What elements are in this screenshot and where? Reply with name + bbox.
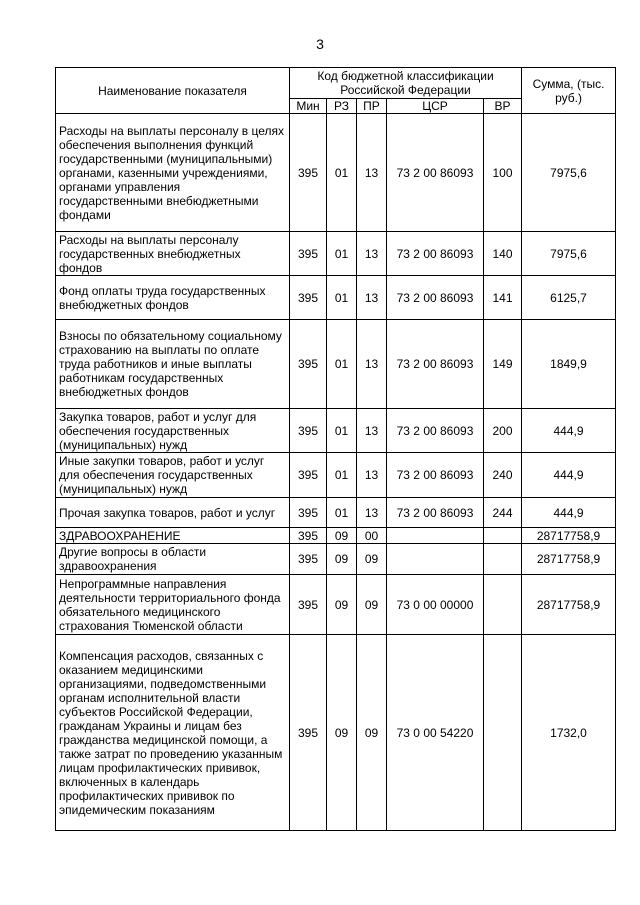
row-pr: 13 [357, 320, 387, 409]
row-vr: 100 [484, 114, 522, 232]
row-rz: 01 [327, 320, 357, 409]
row-vr: 240 [484, 453, 522, 498]
row-sum: 7975,6 [522, 114, 616, 232]
row-min: 395 [290, 276, 327, 320]
table-row [56, 232, 616, 276]
row-min: 395 [290, 528, 327, 544]
row-name: Иные закупки товаров, работ и услуг для обеспечения государственных (муниципальных) нужд [56, 453, 290, 498]
row-csr: 73 0 00 00000 [387, 575, 484, 635]
row-csr: 73 0 00 54220 [387, 635, 484, 831]
row-vr [484, 635, 522, 831]
row-name: ЗДРАВООХРАНЕНИЕ [56, 528, 290, 544]
row-pr: 09 [357, 575, 387, 635]
table-row [56, 635, 616, 831]
row-rz: 09 [327, 635, 357, 831]
row-min: 395 [290, 635, 327, 831]
row-vr: 141 [484, 276, 522, 320]
row-min: 395 [290, 453, 327, 498]
row-sum: 28717758,9 [522, 528, 616, 544]
row-csr: 73 2 00 86093 [387, 453, 484, 498]
table-row [56, 276, 616, 320]
header-code-group: Код бюджетной классификации Российской Федерации [290, 68, 522, 99]
row-rz: 09 [327, 528, 357, 544]
row-vr: 200 [484, 409, 522, 453]
row-min: 395 [290, 575, 327, 635]
row-rz: 01 [327, 453, 357, 498]
row-pr: 13 [357, 409, 387, 453]
row-name: Другие вопросы в области здравоохранения [56, 544, 290, 575]
row-sum: 1849,9 [522, 320, 616, 409]
row-pr: 13 [357, 498, 387, 528]
row-pr: 09 [357, 544, 387, 575]
header-sum: Сумма, (тыс. руб.) [522, 68, 616, 114]
row-csr: 73 2 00 86093 [387, 320, 484, 409]
row-vr: 149 [484, 320, 522, 409]
row-rz: 09 [327, 575, 357, 635]
header-min: Мин [290, 99, 327, 114]
table-row [56, 453, 616, 498]
row-sum: 28717758,9 [522, 575, 616, 635]
row-csr: 73 2 00 86093 [387, 114, 484, 232]
row-vr [484, 575, 522, 635]
table-row [56, 498, 616, 528]
row-pr: 13 [357, 114, 387, 232]
row-sum: 6125,7 [522, 276, 616, 320]
row-min: 395 [290, 544, 327, 575]
row-name: Прочая закупка товаров, работ и услуг [56, 498, 290, 528]
row-min: 395 [290, 498, 327, 528]
row-pr: 13 [357, 276, 387, 320]
row-sum: 1732,0 [522, 635, 616, 831]
row-csr: 73 2 00 86093 [387, 232, 484, 276]
row-name: Расходы на выплаты персоналу в целях обеспечения выполнения функций государственными (муниципальными) органами, казенными учреждениями, органами управления государственными внебюджетными фондами [56, 114, 290, 232]
row-pr: 00 [357, 528, 387, 544]
row-name: Компенсация расходов, связанных с оказанием медицинскими организациями, подведомственными органам исполнительной власти субъектов Российской Федерации, гражданам Украины и лицам без гражданства медицинской помощи, а также затрат по проведению указанным лицам профилактических прививок, включенных в календарь профилактических прививок по эпидемическим показаниям [56, 635, 290, 831]
row-csr [387, 528, 484, 544]
row-rz: 01 [327, 498, 357, 528]
page-number: 3 [316, 36, 324, 52]
row-rz: 01 [327, 114, 357, 232]
table-row [56, 320, 616, 409]
table-row [56, 544, 616, 575]
row-sum: 444,9 [522, 453, 616, 498]
row-pr: 13 [357, 453, 387, 498]
row-csr: 73 2 00 86093 [387, 498, 484, 528]
header-rz: РЗ [327, 99, 357, 114]
row-sum: 28717758,9 [522, 544, 616, 575]
table-row [56, 409, 616, 453]
table-header [56, 68, 616, 114]
row-rz: 01 [327, 232, 357, 276]
row-vr [484, 528, 522, 544]
row-pr: 09 [357, 635, 387, 831]
row-min: 395 [290, 409, 327, 453]
table-row [56, 528, 616, 544]
row-rz: 09 [327, 544, 357, 575]
row-sum: 444,9 [522, 409, 616, 453]
row-rz: 01 [327, 409, 357, 453]
row-sum: 7975,6 [522, 232, 616, 276]
row-csr: 73 2 00 86093 [387, 409, 484, 453]
table-row [56, 575, 616, 635]
row-name: Закупка товаров, работ и услуг для обеспечения государственных (муниципальных) нужд [56, 409, 290, 453]
table-body [56, 114, 616, 831]
row-name: Взносы по обязательному социальному страхованию на выплаты по оплате труда работников и иные выплаты работникам государственных внебюджетных фондов [56, 320, 290, 409]
row-csr [387, 544, 484, 575]
row-pr: 13 [357, 232, 387, 276]
row-min: 395 [290, 114, 327, 232]
budget-table [55, 67, 616, 831]
header-csr: ЦСР [387, 99, 484, 114]
row-name: Расходы на выплаты персоналу государственных внебюджетных фондов [56, 232, 290, 276]
row-min: 395 [290, 232, 327, 276]
row-rz: 01 [327, 276, 357, 320]
row-vr: 140 [484, 232, 522, 276]
header-name: Наименование показателя [56, 68, 290, 114]
header-vr: ВР [484, 99, 522, 114]
table-row [56, 114, 616, 232]
row-vr: 244 [484, 498, 522, 528]
row-name: Фонд оплаты труда государственных внебюджетных фондов [56, 276, 290, 320]
row-vr [484, 544, 522, 575]
row-name: Непрограммные направления деятельности территориального фонда обязательного медицинского страхования Тюменской области [56, 575, 290, 635]
row-sum: 444,9 [522, 498, 616, 528]
header-pr: ПР [357, 99, 387, 114]
row-csr: 73 2 00 86093 [387, 276, 484, 320]
row-min: 395 [290, 320, 327, 409]
